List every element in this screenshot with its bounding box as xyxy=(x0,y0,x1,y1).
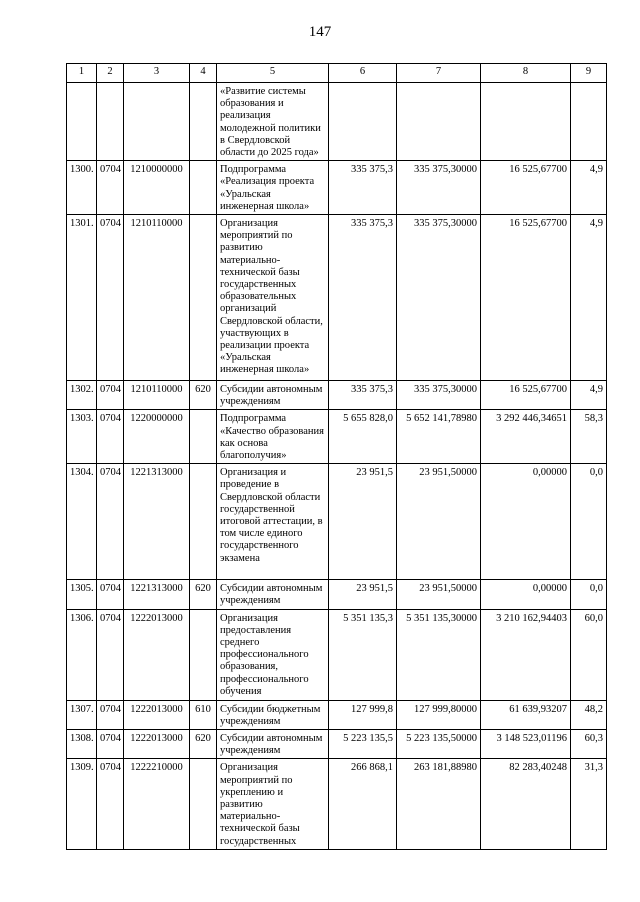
budget-table xyxy=(66,63,607,850)
value-col9: 0,0 xyxy=(571,580,607,609)
value-col8: 3 292 446,34651 xyxy=(481,410,571,464)
column-header: 3 xyxy=(124,64,190,83)
table-row xyxy=(67,215,607,381)
table-row xyxy=(67,464,607,580)
value-col9: 48,2 xyxy=(571,700,607,729)
row-number: 1306. xyxy=(67,609,97,700)
expense-type-code: 620 xyxy=(190,381,217,410)
value-col6 xyxy=(329,83,397,161)
value-col6: 335 375,3 xyxy=(329,381,397,410)
value-col7: 335 375,30000 xyxy=(397,381,481,410)
row-number: 1301. xyxy=(67,215,97,381)
value-col6: 5 655 828,0 xyxy=(329,410,397,464)
value-col8: 16 525,67700 xyxy=(481,381,571,410)
row-number: 1300. xyxy=(67,161,97,215)
section-code: 0704 xyxy=(97,381,124,410)
value-col9: 0,0 xyxy=(571,464,607,580)
section-code: 0704 xyxy=(97,609,124,700)
value-col9: 60,3 xyxy=(571,730,607,759)
table-row xyxy=(67,700,607,729)
value-col8: 3 148 523,01196 xyxy=(481,730,571,759)
row-number: 1308. xyxy=(67,730,97,759)
value-col7: 335 375,30000 xyxy=(397,215,481,381)
value-col8: 16 525,67700 xyxy=(481,215,571,381)
item-name: Организация мероприятий по укреплению и развитию материально-технической базы государственных xyxy=(217,759,329,849)
row-number xyxy=(67,83,97,161)
target-article-code: 1220000000 xyxy=(124,410,190,464)
value-col9: 4,9 xyxy=(571,215,607,381)
target-article-code: 1222013000 xyxy=(124,609,190,700)
section-code: 0704 xyxy=(97,580,124,609)
value-col8: 0,00000 xyxy=(481,464,571,580)
column-header: 9 xyxy=(571,64,607,83)
value-col6: 5 223 135,5 xyxy=(329,730,397,759)
column-header: 4 xyxy=(190,64,217,83)
item-name: «Развитие системы образования и реализация молодежной политики в Свердловской области до 2025 года» xyxy=(217,83,329,161)
value-col6: 23 951,5 xyxy=(329,580,397,609)
item-name: Подпрограмма «Реализация проекта «Уральская инженерная школа» xyxy=(217,161,329,215)
target-article-code: 1210110000 xyxy=(124,215,190,381)
section-code: 0704 xyxy=(97,464,124,580)
item-name: Организация и проведение в Свердловской области государственной итоговой аттестации, в том числе единого государственного экзамена xyxy=(217,464,329,580)
table-row xyxy=(67,83,607,161)
expense-type-code: 610 xyxy=(190,700,217,729)
value-col8: 82 283,40248 xyxy=(481,759,571,849)
column-header: 7 xyxy=(397,64,481,83)
target-article-code: 1210110000 xyxy=(124,381,190,410)
row-number: 1305. xyxy=(67,580,97,609)
value-col7: 23 951,50000 xyxy=(397,580,481,609)
value-col9 xyxy=(571,83,607,161)
item-name: Субсидии бюджетным учреждениям xyxy=(217,700,329,729)
value-col8 xyxy=(481,83,571,161)
value-col7: 23 951,50000 xyxy=(397,464,481,580)
expense-type-code xyxy=(190,609,217,700)
value-col6: 266 868,1 xyxy=(329,759,397,849)
section-code: 0704 xyxy=(97,410,124,464)
column-header: 8 xyxy=(481,64,571,83)
section-code: 0704 xyxy=(97,161,124,215)
item-name: Организация предоставления среднего профессионального образования, профессионального обучения xyxy=(217,609,329,700)
section-code: 0704 xyxy=(97,700,124,729)
expense-type-code: 620 xyxy=(190,730,217,759)
row-number: 1309. xyxy=(67,759,97,849)
value-col6: 127 999,8 xyxy=(329,700,397,729)
expense-type-code xyxy=(190,410,217,464)
section-code: 0704 xyxy=(97,759,124,849)
row-number: 1302. xyxy=(67,381,97,410)
value-col8: 0,00000 xyxy=(481,580,571,609)
column-header: 1 xyxy=(67,64,97,83)
table-row xyxy=(67,381,607,410)
column-header: 2 xyxy=(97,64,124,83)
table-row xyxy=(67,580,607,609)
value-col7: 263 181,88980 xyxy=(397,759,481,849)
section-code: 0704 xyxy=(97,215,124,381)
expense-type-code: 620 xyxy=(190,580,217,609)
expense-type-code xyxy=(190,759,217,849)
item-name: Подпрограмма «Качество образования как основа благополучия» xyxy=(217,410,329,464)
table-row xyxy=(67,609,607,700)
value-col6: 5 351 135,3 xyxy=(329,609,397,700)
value-col9: 31,3 xyxy=(571,759,607,849)
column-header: 6 xyxy=(329,64,397,83)
table-row xyxy=(67,161,607,215)
value-col7: 335 375,30000 xyxy=(397,161,481,215)
value-col8: 16 525,67700 xyxy=(481,161,571,215)
target-article-code: 1221313000 xyxy=(124,464,190,580)
section-code: 0704 xyxy=(97,730,124,759)
target-article-code: 1222013000 xyxy=(124,700,190,729)
target-article-code: 1222210000 xyxy=(124,759,190,849)
value-col9: 4,9 xyxy=(571,161,607,215)
value-col7 xyxy=(397,83,481,161)
value-col6: 23 951,5 xyxy=(329,464,397,580)
column-header: 5 xyxy=(217,64,329,83)
target-article-code xyxy=(124,83,190,161)
expense-type-code xyxy=(190,464,217,580)
header-row xyxy=(67,64,607,83)
value-col8: 61 639,93207 xyxy=(481,700,571,729)
value-col7: 5 652 141,78980 xyxy=(397,410,481,464)
value-col7: 5 223 135,50000 xyxy=(397,730,481,759)
table-row xyxy=(67,759,607,849)
item-name: Субсидии автономным учреждениям xyxy=(217,381,329,410)
expense-type-code xyxy=(190,83,217,161)
value-col9: 60,0 xyxy=(571,609,607,700)
table-row xyxy=(67,410,607,464)
item-name: Субсидии автономным учреждениям xyxy=(217,580,329,609)
value-col6: 335 375,3 xyxy=(329,215,397,381)
row-number: 1307. xyxy=(67,700,97,729)
item-name: Организация мероприятий по развитию материально-технической базы государственных образовательных организаций Свердловской области, участвующих в реализации проекта «Уральская инженерная школа» xyxy=(217,215,329,381)
target-article-code: 1210000000 xyxy=(124,161,190,215)
value-col9: 4,9 xyxy=(571,381,607,410)
row-number: 1304. xyxy=(67,464,97,580)
value-col6: 335 375,3 xyxy=(329,161,397,215)
expense-type-code xyxy=(190,215,217,381)
page-number: 147 xyxy=(308,24,332,40)
table-row xyxy=(67,730,607,759)
row-number: 1303. xyxy=(67,410,97,464)
target-article-code: 1221313000 xyxy=(124,580,190,609)
item-name: Субсидии автономным учреждениям xyxy=(217,730,329,759)
value-col7: 127 999,80000 xyxy=(397,700,481,729)
value-col9: 58,3 xyxy=(571,410,607,464)
value-col8: 3 210 162,94403 xyxy=(481,609,571,700)
expense-type-code xyxy=(190,161,217,215)
value-col7: 5 351 135,30000 xyxy=(397,609,481,700)
section-code xyxy=(97,83,124,161)
target-article-code: 1222013000 xyxy=(124,730,190,759)
